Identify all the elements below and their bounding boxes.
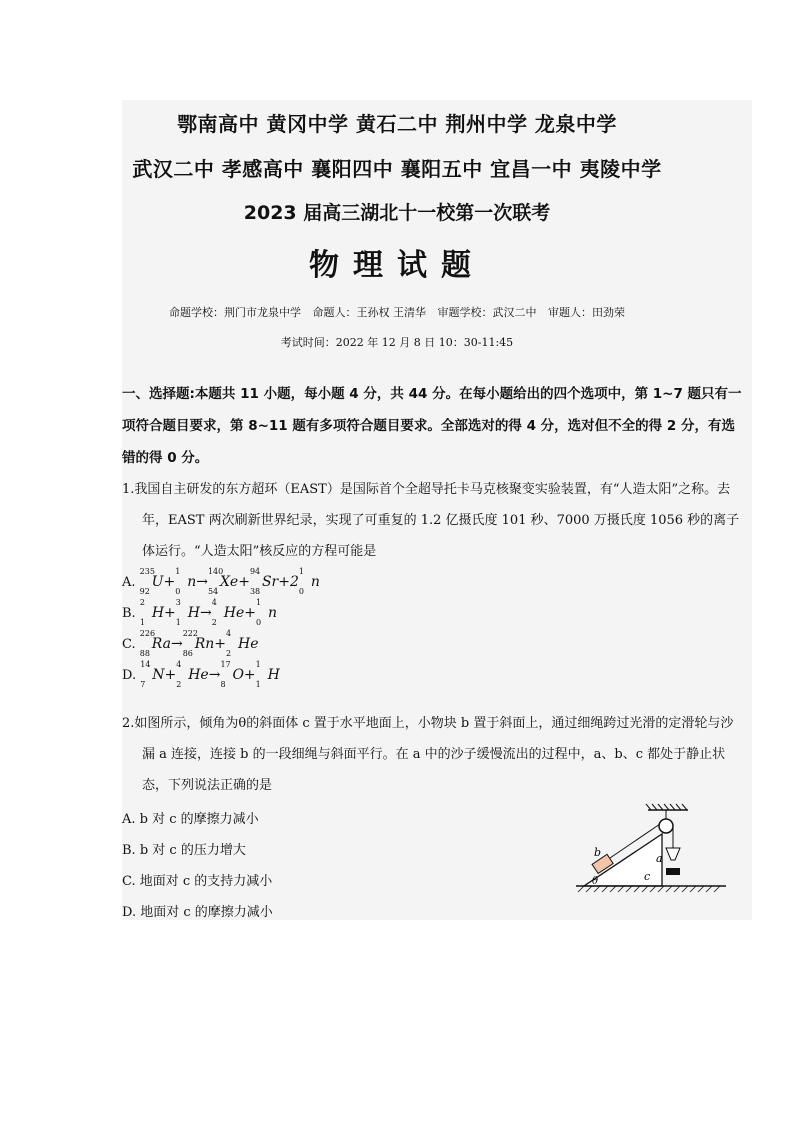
question-1 — [122, 474, 742, 691]
equation-d: 14 7 N+ 4 2 He→ 17 8 O+ 1 1 H — [140, 660, 280, 689]
ceiling — [646, 804, 688, 820]
option-label: C. — [122, 637, 136, 652]
option-label: B. — [122, 606, 136, 621]
review-school: 审题学校：武汉二中 — [437, 306, 537, 319]
setters: 命题人：王孙权 王清华 — [312, 306, 426, 319]
equation-b: 2 1 H+ 3 1 H→ 4 2 He+ 1 0 n — [139, 598, 277, 627]
question-2-option-b: B. b 对 c 的压力增大 — [122, 843, 246, 858]
section-instructions: 一、选择题:本题共 11 小题，每小题 4 分，共 44 分。在每小题给出的四个选项中，第 1~7 题只有一项符合题目要求，第 8~11 题有多项符合题目要求。全部选对的得 4 分，选对但不全的得 2 分，有选错的得 0 分。 — [122, 386, 742, 466]
schools-line-2: 武汉二中 孝感高中 襄阳四中 襄阳五中 宜昌一中 夷陵中学 — [132, 157, 662, 181]
receiver — [666, 868, 680, 875]
question-1-option-a — [122, 567, 742, 598]
hourglass-a — [666, 848, 680, 860]
question-2-stem: 2.如图所示，倾角为θ的斜面体 c 置于水平地面上，小物块 b 置于斜面上，通过细绳跨过光滑的定滑轮与沙漏 a 连接，连接 b 的一段细绳与斜面平行。在 a 中的沙子缓慢流出的过程中，a、b、c 都处于静止状态，下列说法正确的是 — [122, 716, 734, 793]
subject-title: 物理试题 — [309, 248, 485, 283]
question-1-option-d — [122, 660, 742, 691]
pulley — [659, 819, 673, 833]
option-label: A. — [122, 575, 136, 590]
question-1-stem: 1.我国自主研发的东方超环（EAST）是国际首个全超导托卡马克核聚变实验装置，有“人造太阳”之称。去年，EAST 两次刷新世界纪录，实现了可重复的 1.2 亿摄氏度 101 秒、7000 万摄氏度 1056 秒的离子体运行。“人造太阳”核反应的方程可能是 — [122, 482, 740, 559]
question-1-option-b — [122, 598, 742, 629]
option-label: D. — [122, 668, 137, 683]
setting-school: 命题学校：荆门市龙泉中学 — [169, 306, 301, 319]
exam-time: 考试时间：2022 年 12 月 8 日 10：30-11:45 — [280, 336, 514, 349]
equation-c: 226 88 Ra→ 222 86 Rn+ 4 2 He — [139, 629, 259, 658]
label-theta: θ — [592, 876, 599, 887]
question-2-option-a: A. b 对 c 的摩擦力减小 — [122, 812, 259, 827]
label-b: b — [594, 846, 602, 859]
schools-line-1: 鄂南高中 黄冈中学 黄石二中 荆州中学 龙泉中学 — [177, 112, 617, 136]
exam-name: 2023 届高三湖北十一校第一次联考 — [243, 202, 551, 224]
question-2-option-d: D. 地面对 c 的摩擦力减小 — [122, 905, 273, 920]
label-c: c — [644, 870, 651, 883]
question-1-option-c — [122, 629, 742, 660]
question-2 — [122, 708, 742, 920]
ground-hatch — [578, 886, 720, 892]
exam-meta — [0, 304, 794, 320]
question-2-options — [122, 804, 273, 928]
label-a: a — [656, 852, 663, 865]
incline-pulley-figure — [556, 800, 746, 910]
question-2-option-c: C. 地面对 c 的支持力减小 — [122, 874, 273, 889]
reviewer: 审题人：田劲荣 — [548, 306, 625, 319]
equation-a: 235 92 U+ 1 0 n→ 140 54 Xe+ 94 38 Sr+2 1 0 n — [139, 567, 320, 596]
